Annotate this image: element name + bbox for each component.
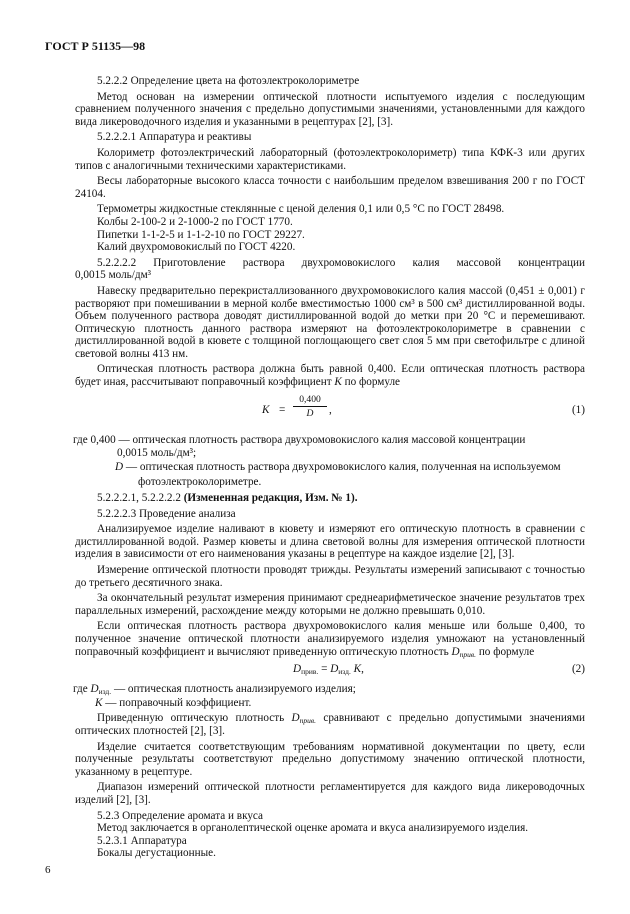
potassium-item: Калий двухромовокислый по ГОСТ 4220. (97, 241, 296, 254)
where-1-item-1 (73, 434, 585, 447)
density-text: Оптическая плотность раствора должна быть равной 0,400. Если оптическая плотность раствора будет иная, рассчитывают поправочный коэффициент (75, 363, 585, 389)
where-2-item-1: где $D_{изд.}$ — оптическая плотность анализируемого изделия; (73, 683, 356, 697)
section-52222-text: Навеску предварительно перекристаллизованного двухромовокислого калия массой (0,451 ± 0,001) г растворяют при помешивании в мерной колбе вместимостью 1000 см³ в 500 см³ дистиллированной воды. Объем полученного раствора доводят дистиллированной водой до метки при 20 °С и перемешивают. Оптическую плотность данного раствора измеряют на фотоэлектроколориметре в сравнении с дистиллированной водой в кювете с толщиной поглощающего свет слоя 5 мм при светофильтре с длиной световой волны 413 нм. (75, 284, 585, 360)
section-523-text: Метод заключается в органолептической оценке аромата и вкуса анализируемого изделия. (97, 822, 529, 835)
pipettes-item: Пипетки 1-1-2-5 и 1-1-2-10 по ГОСТ 29227. (97, 228, 305, 241)
where-1-dash-1: — (118, 433, 130, 446)
where-1-lead: где (73, 433, 88, 446)
standard-header: ГОСТ Р 51135—98 (45, 39, 146, 53)
document-body (75, 73, 585, 860)
formula-1-eq: = (279, 403, 286, 416)
section-52222-title: 5.2.2.2.2 Приготовление раствора двухромовокислого калия массовой концентрации (97, 256, 585, 269)
section-52221-title: 5.2.2.2.1 Аппаратура и реактивы (97, 131, 252, 144)
formula-1 (75, 392, 585, 430)
amendment-note (75, 492, 585, 505)
section-523-title: 5.2.3 Определение аромата и вкуса (97, 809, 264, 822)
section-5222-title: 5.2.2.2 Определение цвета на фотоэлектроколориметре (97, 75, 360, 87)
conforms-text: Изделие считается соответствующим требованиям нормативной документации по цвету, если полученные результаты соответствуют предельно допустимому значению оптической плотности, указанному в рецептуре. (75, 740, 585, 778)
section-52223-title: 5.2.2.2.3 Проведение анализа (97, 507, 236, 520)
compare-paragraph: Приведенную оптическую плотность $D_{прив.}$ сравнивают с предельно допустимыми значениями оптических плотностей [2], [3]. (75, 712, 586, 737)
colorimeter-item: Колориметр фотоэлектрический лабораторный (фотоэлектроколориметр) типа КФК-3 или других типов с аналогичными техническими характеристиками. (75, 146, 585, 172)
section-5222-text: Метод основан на измерении оптической плотности испытуемого изделия с последующим сравнением полученного значения с предельно допустимыми значениями, установленными для каждого вида ликероводочного изделия и указанными в рецептурах [2], [3]. (75, 90, 585, 128)
formula-1-lhs: K (262, 403, 270, 416)
where-1-dash-2: — (125, 460, 138, 473)
goblets-item: Бокалы дегустационные. (97, 847, 216, 860)
page-number: 6 (45, 864, 51, 876)
where-1-item-1-cont: 0,0015 моль/дм³; (117, 447, 197, 460)
formula-1-denominator: D (306, 407, 314, 419)
analysis-text: Анализируемое изделие наливают в кювету и измеряют его оптическую плотность в сравнении с дистиллированной водой. Размер кюветы и длина световой волны для измерения оптической плотности изделия в зависимости от его наименования указаны в рецептуре на каждое изделие [2], [3]. (75, 523, 585, 561)
d-priv-symbol: $D_{прив.}$ (451, 645, 477, 659)
formula-2-number: (2) (571, 663, 585, 676)
amendment-text: (Измененная редакция, Изм. № 1). (183, 492, 358, 505)
formula-1-number: (1) (571, 403, 585, 416)
by-formula-2: по формуле (478, 645, 535, 658)
by-formula-1: по формуле (344, 376, 401, 389)
formula-2 (75, 661, 585, 679)
formula-2-expression: $D_{прив.} = D_{изд.}$ K, (293, 663, 364, 677)
formula-1-comma: , (329, 403, 332, 416)
where-2-item-2: K — поправочный коэффициент. (95, 696, 252, 709)
where-1-item-2 (75, 461, 585, 474)
coef-symbol: K (334, 376, 342, 389)
final-result-text: За окончательный результат измерения принимают среднеарифметическое значение результатов трех параллельных измерений, расхождение между которыми не должно превышать 0,010. (75, 592, 585, 617)
amendment-refs: 5.2.2.2.1, 5.2.2.2.2 (97, 492, 181, 505)
d-priv-symbol-2: $D_{прив.}$ (291, 712, 317, 726)
flasks-item: Колбы 2-100-2 и 2-1000-2 по ГОСТ 1770. (97, 215, 293, 228)
where-1-text-2: оптическая плотность раствора двухромовокислого калия, полученная на используемом (139, 460, 561, 473)
where-1-key-2: D (115, 460, 124, 473)
section-52222-title-cont: 0,0015 моль/дм³ (75, 269, 152, 282)
correction-text: Если оптическая плотность раствора двухромовокислого калия меньше или больше 0,400, то полученное значение оптической плотности анализируемого изделия умножают на установленный поправочный коэффициент и вычисляют приведенную оптическую плотность (75, 620, 585, 658)
triple-measure-text: Измерение оптической плотности проводят трижды. Результаты измерений записывают с точностью до третьего десятичного знака. (75, 564, 585, 589)
thermometers-item: Термометры жидкостные стеклянные с ценой деления 0,1 или 0,5 °С по ГОСТ 28498. (97, 203, 505, 216)
where-1-key-1: 0,400 (90, 433, 116, 446)
formula-1-numerator: 0,400 (293, 394, 327, 407)
section-5231-title: 5.2.3.1 Аппаратура (97, 834, 187, 847)
formula-1-fraction (293, 394, 327, 419)
correction-paragraph (75, 620, 585, 658)
where-1-item-2-cont: фотоэлектроколориметре. (138, 476, 262, 489)
where-1-text-1: оптическая плотность раствора двухромовокислого калия массовой концентрации (132, 433, 526, 446)
range-text: Диапазон измерений оптической плотности регламентируется для каждого вида ликероводочных изделий [2], [3]. (75, 781, 585, 806)
density-paragraph (75, 363, 585, 388)
scales-item: Весы лабораторные высокого класса точности с наибольшим пределом взвешивания 200 г по ГОСТ 24104. (75, 175, 585, 200)
